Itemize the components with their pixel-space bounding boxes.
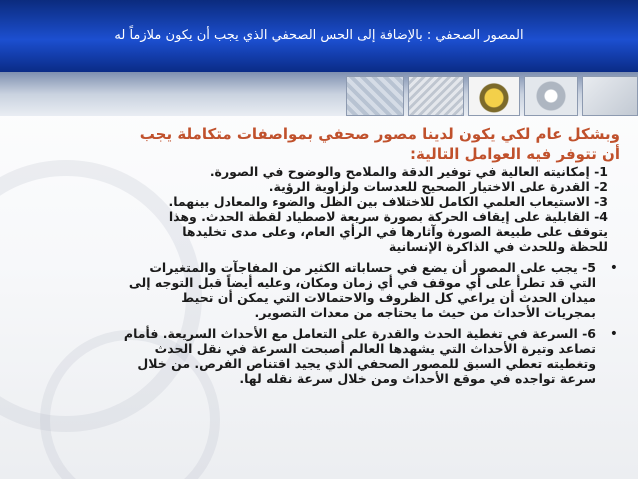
numbered-line: يتوقف على طبيعة الصورة وآثارها في الرأي العام، وعلى مدى تخليدها	[182, 224, 608, 239]
headphones-thumbnail-image	[468, 76, 520, 116]
bullet-marker: •	[609, 260, 618, 276]
slide-body	[60, 124, 620, 386]
numbered-line: 4- القابلية على إيقاف الحركة بصورة سريعة لاصطياد لقطة الحدث. وهذا	[168, 209, 608, 224]
bullet-line: وتغطيته تعطي السبق للمصور الصحفي الذي يجيد اقتناص الفرص. من خلال	[137, 356, 596, 371]
thumbnail-image	[408, 76, 464, 116]
bullet-marker: •	[609, 326, 618, 342]
bullet-line: سرعة تواجده في موقع الأحداث ومن خلال سرعة نقله لها.	[239, 371, 596, 386]
bullet-line: بمجريات الأحداث من حيث ما يحتاجه من معدات التصوير.	[254, 305, 596, 320]
title-band	[0, 0, 638, 72]
numbered-line: 2- القدرة على الاختيار الصحيح للعدسات ولزاوية الرؤية.	[268, 179, 608, 194]
bullet-line: 5- يجب على المصور أن يضع في حساباته الكثير من المفاجآت والمتغيرات	[149, 260, 596, 275]
numbered-line: 3- الاستيعاب العلمي الكامل للاختلاف بين الظل والضوء والمعادل بينهما.	[168, 194, 608, 209]
intro-line: وبشكل عام لكي يكون لدينا مصور صحفي بمواصفات متكاملة يجب	[139, 125, 620, 143]
bullet-line: 6- السرعة في تغطية الحدث والقدرة على التعامل مع الأحداث السريعة. فأمام	[123, 326, 596, 341]
bullet-line: ميدان الحدث أن يراعي كل الظروف والاحتمالات التي يمكن أن تحيط	[181, 290, 596, 305]
numbered-line: 1- إمكانيته العالية في توفير الدقة والملامح والوضوح في الصورة.	[209, 164, 608, 179]
bullet-line: التي قد تطرأ على أي موقف في أي زمان ومكان، وعليه أيضاً قبل التوجه إلى	[128, 275, 596, 290]
bullet-item	[60, 260, 620, 320]
thumbnail-image	[582, 76, 638, 116]
intro-line: أن تتوفر فيه العوامل التالية:	[409, 145, 620, 163]
numbered-line: للحظة وللحدث في الذاكرة الإنسانية	[388, 239, 608, 254]
disc-thumbnail-image	[524, 76, 578, 116]
bullet-item	[60, 326, 620, 386]
bullet-line: تصاعد وتيرة الأحداث التي يشهدها العالم أصبحت السرعة في نقل الحدث	[154, 341, 596, 356]
thumbnail-image	[346, 76, 404, 116]
slide-title: المصور الصحفي : بالإضافة إلى الحس الصحفي الذي يجب أن يكون ملازماً له	[114, 28, 524, 43]
